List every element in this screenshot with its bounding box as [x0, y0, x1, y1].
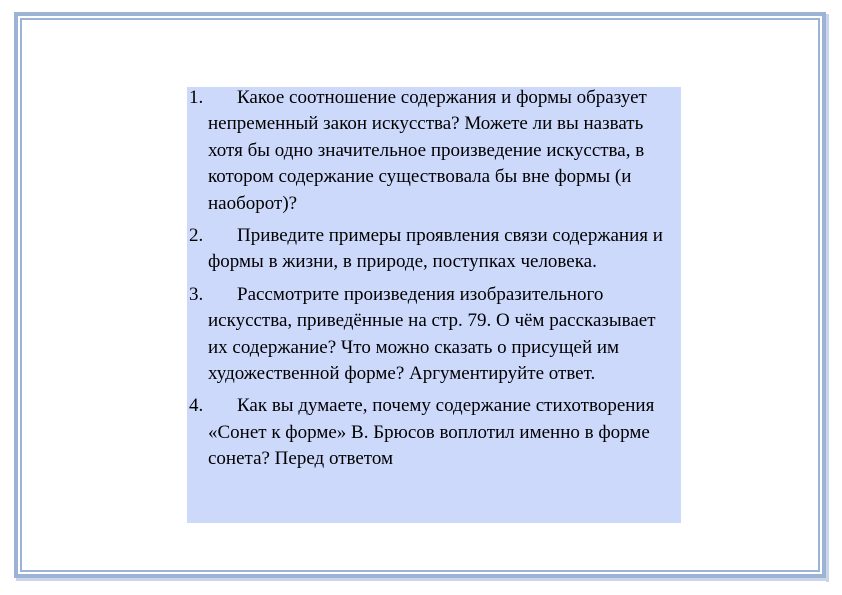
slide-shadow-right — [826, 14, 829, 582]
question-item-4 — [189, 393, 677, 472]
question-number: 4. — [189, 395, 204, 417]
question-number: 2. — [189, 225, 204, 247]
slide-shadow-bottom — [16, 578, 829, 581]
question-text: Какое соотношение содержания и формы образует непременный закон искусства? Можете ли вы назвать хотя бы одно значительное произведение искусства, в котором содержание существовала бы вне формы (и наоборот)? — [208, 87, 647, 214]
question-text: Рассмотрите произведения изобразительного искусства, приведённые на стр. 79. О чём рассказывает их содержание? Что можно сказать о присущей им художественной форме? Аргументируйте ответ. — [208, 283, 656, 385]
question-item-2 — [189, 223, 677, 276]
question-item-1 — [189, 87, 677, 217]
question-number: 3. — [189, 283, 204, 305]
questions-text-box — [187, 87, 681, 523]
question-text: Приведите примеры проявления связи содержания и формы в жизни, в природе, поступках человека. — [208, 225, 663, 273]
question-item-3 — [189, 282, 677, 388]
question-list — [189, 87, 677, 473]
question-number: 1. — [189, 87, 204, 108]
question-text: Как вы думаете, почему содержание стихотворения «Сонет к форме» В. Брюсов воплотил именно в форме сонета? Перед ответом — [208, 395, 655, 470]
